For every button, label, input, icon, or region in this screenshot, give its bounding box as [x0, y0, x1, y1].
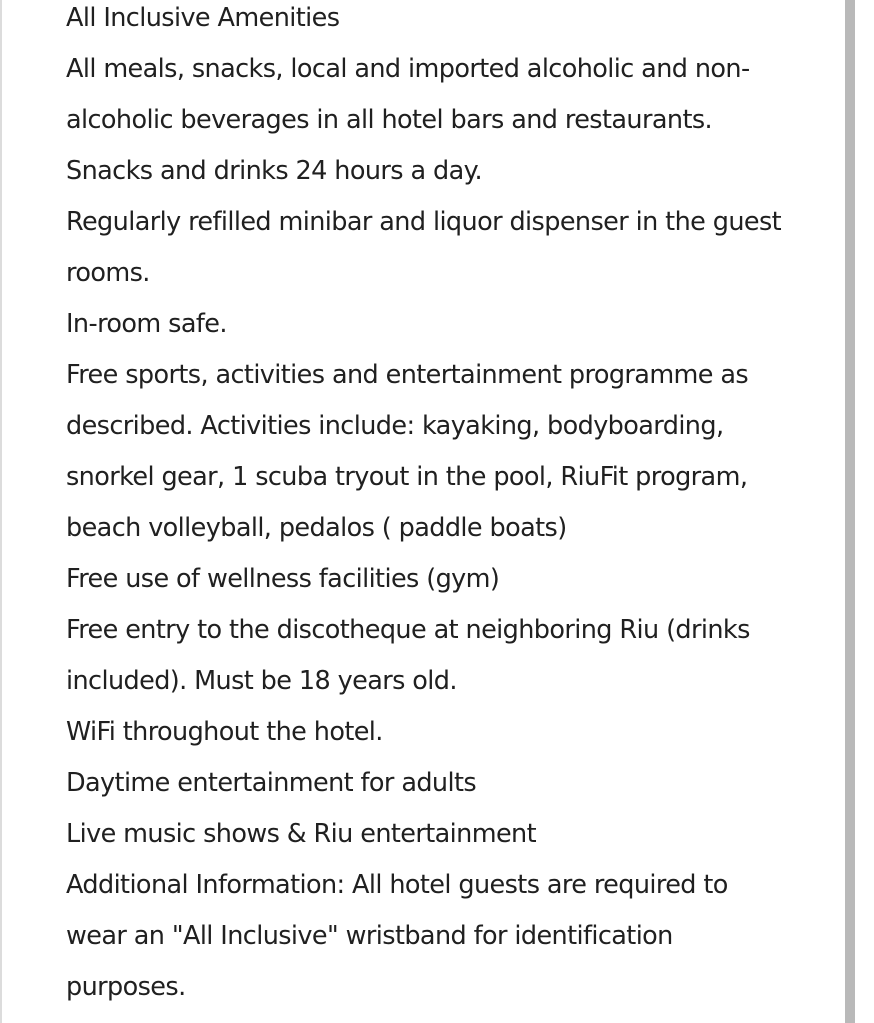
text-line: purposes. — [66, 972, 186, 1002]
text-line: beach volleyball, pedalos ( paddle boats) — [66, 513, 567, 543]
text-line: snorkel gear, 1 scuba tryout in the pool, RiuFit program, — [66, 462, 748, 492]
text-line: WiFi throughout the hotel. — [66, 717, 383, 747]
text-line: alcoholic beverages in all hotel bars and restaurants. — [66, 105, 713, 135]
text-line: included). Must be 18 years old. — [66, 666, 457, 696]
text-line: Live music shows & Riu entertainment — [66, 819, 537, 849]
text-line: described. Activities include: kayaking, bodyboarding, — [66, 411, 724, 441]
text-line: Free use of wellness facilities (gym) — [66, 564, 500, 594]
text-line: Additional Information: All hotel guests are required to — [66, 870, 728, 900]
text-line: Free entry to the discotheque at neighboring Riu (drinks — [66, 615, 750, 645]
text-line: Free sports, activities and entertainment programme as — [66, 360, 749, 390]
text-line: All meals, snacks, local and imported alcoholic and non- — [66, 54, 750, 84]
text-line: Snacks and drinks 24 hours a day. — [66, 156, 482, 186]
text-line: In-room safe. — [66, 309, 227, 339]
text-line: Regularly refilled minibar and liquor dispenser in the guest — [66, 207, 782, 237]
amenities-text — [66, 0, 836, 1013]
left-border — [0, 0, 2, 1023]
text-line: Daytime entertainment for adults — [66, 768, 477, 798]
amenities-heading: All Inclusive Amenities — [66, 3, 340, 33]
text-line: rooms. — [66, 258, 150, 288]
text-line: wear an "All Inclusive" wristband for identification — [66, 921, 673, 951]
scrollbar[interactable] — [845, 0, 855, 1023]
